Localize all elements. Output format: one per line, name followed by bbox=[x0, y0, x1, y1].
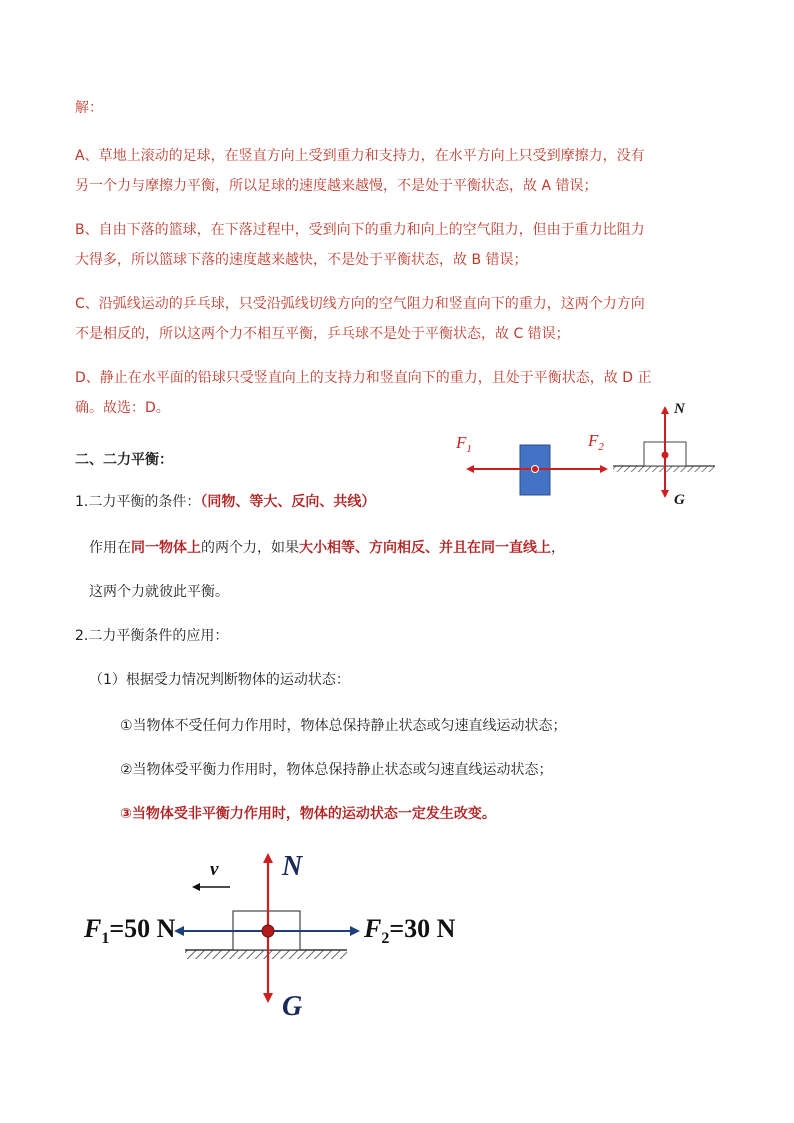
definition-line bbox=[89, 538, 565, 558]
application-item-1: ①当物体不受任何力作用时，物体总保持静止状态或匀速直线运动状态； bbox=[120, 718, 567, 734]
label-f1: $F_1$ bbox=[456, 433, 472, 455]
condition-line bbox=[75, 492, 375, 512]
option-b-line2: 大得多，所以篮球下落的速度越来越快，不是处于平衡状态，故 B 错误； bbox=[75, 252, 528, 268]
force-point bbox=[532, 466, 539, 473]
force-point-bottom bbox=[262, 925, 274, 937]
application-item-2: ②当物体受平衡力作用时，物体总保持静止状态或匀速直线运动状态； bbox=[120, 762, 553, 778]
application-label: 2.二力平衡条件的应用： bbox=[75, 628, 229, 644]
label-g-bottom: G bbox=[282, 991, 303, 1022]
solution-title: 解： bbox=[75, 100, 103, 116]
label-n-top: N bbox=[674, 401, 685, 417]
section-heading: 二、二力平衡： bbox=[75, 452, 173, 468]
option-c-line2: 不是相反的，所以这两个力不相互平衡，乒乓球不是处于平衡状态，故 C 错误； bbox=[75, 326, 570, 342]
option-a-line2: 另一个力与摩擦力平衡，所以足球的速度越来越慢，不是处于平衡状态，故 A 错误； bbox=[75, 178, 598, 194]
definition-part1: 作用在 bbox=[89, 540, 131, 556]
option-d-line2: 确。故选：D。 bbox=[75, 400, 170, 416]
label-velocity: v bbox=[210, 859, 219, 880]
definition-part3: ， bbox=[551, 540, 565, 556]
definition-highlight2: 大小相等、方向相反、并且在同一直线上 bbox=[299, 540, 551, 556]
label-f2-bottom: $F_2=30$ N bbox=[364, 914, 456, 947]
definition-highlight1: 同一物体上 bbox=[131, 540, 201, 556]
condition-label: 1.二力平衡的条件： bbox=[75, 494, 201, 510]
label-g-top: G bbox=[674, 492, 685, 508]
option-b-line1: B、自由下落的篮球，在下落过程中，受到向下的重力和向上的空气阻力，但由于重力比阻力 bbox=[75, 222, 645, 238]
definition-part2: 的两个力，如果 bbox=[201, 540, 299, 556]
definition-end: 这两个力就彼此平衡。 bbox=[89, 584, 229, 600]
option-d-line1: D、静止在水平面的铅球只受竖直向上的支持力和竖直向下的重力，且处于平衡状态，故 D 正 bbox=[75, 370, 652, 386]
force-diagram-top bbox=[448, 400, 738, 510]
label-n-bottom: N bbox=[282, 851, 303, 882]
force-diagram-bottom bbox=[80, 845, 500, 1025]
option-c-line1: C、沿弧线运动的乒乓球，只受沿弧线切线方向的空气阻力和竖直向下的重力，这两个力方向 bbox=[75, 296, 645, 312]
label-f2: $F_2$ bbox=[588, 431, 604, 453]
option-a-line1: A、草地上滚动的足球，在竖直方向上受到重力和支持力，在水平方向上只受到摩擦力，没有 bbox=[75, 148, 645, 164]
application-subheading: （1）根据受力情况判断物体的运动状态： bbox=[89, 672, 350, 688]
application-item-3: ③当物体受非平衡力作用时，物体的运动状态一定发生改变。 bbox=[120, 806, 496, 822]
ground-hatch-bottom bbox=[185, 950, 347, 959]
condition-hint: （同物、等大、反向、共线） bbox=[200, 494, 376, 510]
force-point-right bbox=[662, 452, 669, 459]
label-f1-bottom: $F_1=50$ N bbox=[84, 914, 176, 947]
